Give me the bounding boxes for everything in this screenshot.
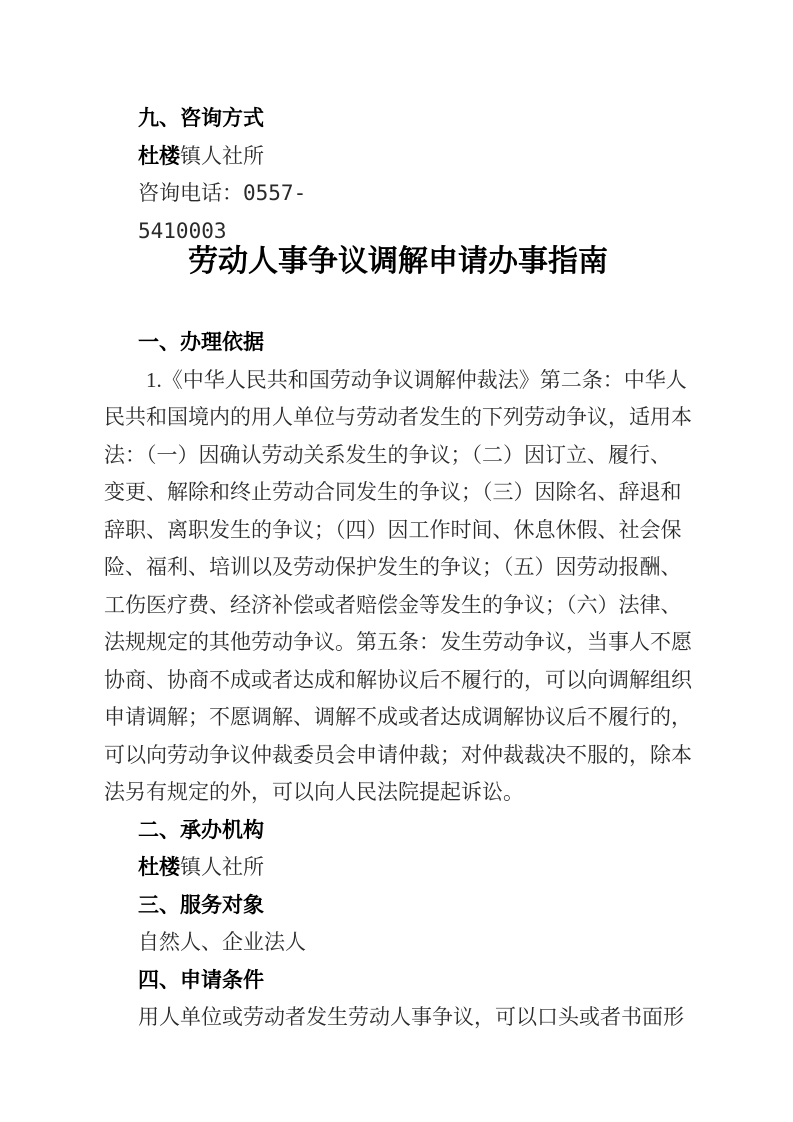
paragraph-line: 法：（一）因确认劳动关系发生的争议；（二）因订立、履行、	[104, 442, 671, 467]
section-9-heading: 九、咨询方式	[138, 107, 264, 130]
paragraph-line: 工伤医疗费、经济补偿或者赔偿金等发生的争议；（六）法律、	[104, 592, 682, 617]
paragraph-line: 民共和国境内的用人单位与劳动者发生的下列劳动争议，适用本	[104, 405, 692, 429]
office-name-line-top	[104, 138, 692, 176]
paragraph-line: 险、福利、培训以及劳动保护发生的争议；（五）因劳动报酬、	[104, 555, 682, 579]
section-3-heading: 三、服务对象	[138, 893, 264, 917]
office-name-rest: 镇人社所	[180, 855, 264, 879]
office-name-line-section2	[104, 849, 692, 887]
page-title: 劳动人事争议调解申请办事指南	[188, 245, 608, 278]
paragraph-line: 变更、解除和终止劳动合同发生的争议；（三）因除名、辞退和	[104, 480, 682, 504]
paragraph-line: 辞职、离职发生的争议；（四）因工作时间、休息休假、社会保	[104, 517, 682, 542]
section-3-body: 自然人、企业法人	[138, 930, 306, 954]
paragraph-line: 可以向劳动争议仲裁委员会申请仲裁；对仲裁裁决不服的，除本	[104, 742, 692, 767]
phone-line-1	[104, 175, 692, 213]
phone-area-code: 0557-	[243, 181, 307, 205]
paragraph-line: 法规规定的其他劳动争议。第五条：发生劳动争议，当事人不愿	[104, 630, 692, 654]
office-name-bold: 杜楼	[138, 856, 180, 879]
office-name-rest: 镇人社所	[180, 143, 264, 168]
document-content	[104, 100, 692, 1037]
section-4-heading: 四、申请条件	[138, 968, 264, 992]
paragraph-line: 协商、协商不成或者达成和解协议后不履行的，可以向调解组织	[104, 667, 692, 692]
paragraph-line: 法另有规定的外，可以向人民法院提起诉讼。	[104, 780, 524, 804]
section-1-heading: 一、办理依据	[138, 331, 264, 354]
office-name-bold: 杜楼	[138, 144, 180, 168]
paragraph-line: 1.《中华人民共和国劳动争议调解仲裁法》第二条：中华人	[146, 367, 687, 392]
section-4-body: 用人单位或劳动者发生劳动人事争议，可以口头或者书面形	[138, 1005, 684, 1029]
phone-label: 咨询电话：	[138, 181, 243, 205]
section-1-paragraph	[104, 362, 692, 812]
paragraph-line: 申请调解；不愿调解、调解不成或者达成调解协议后不履行的，	[104, 705, 692, 729]
phone-line-2: 5410003	[138, 218, 227, 243]
section-2-heading: 二、承办机构	[138, 818, 264, 842]
